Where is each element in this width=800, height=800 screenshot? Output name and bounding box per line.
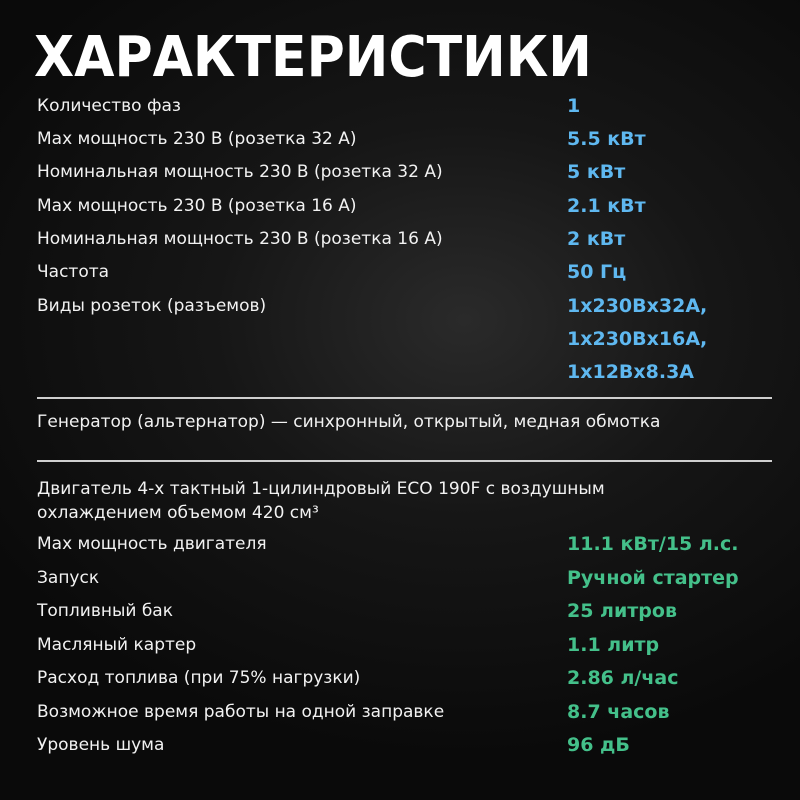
spec-row-fuel-tank <box>37 595 777 628</box>
spec-row-noise <box>37 729 777 762</box>
spec-row-start <box>37 562 777 595</box>
spec-row-sockets <box>37 290 777 390</box>
spec-value: 50 Гц <box>567 261 627 283</box>
spec-value: 5 кВт <box>567 161 626 183</box>
spec-label: Запуск <box>37 568 100 588</box>
spec-label: Виды розеток (разъемов) <box>37 296 267 316</box>
spec-row-nominal-power-16a <box>37 223 777 256</box>
spec-value: 11.1 кВт/15 л.с. <box>567 533 739 555</box>
socket-value: 1x12Вx8.3А <box>567 361 695 383</box>
spec-row-max-power-16a <box>37 190 777 223</box>
spec-row-runtime <box>37 696 777 729</box>
spec-label: Масляный картер <box>37 635 197 655</box>
spec-label: Max мощность 230 В (розетка 32 А) <box>37 129 357 149</box>
spec-row-frequency <box>37 256 777 289</box>
spec-label: Номинальная мощность 230 В (розетка 32 А) <box>37 162 443 182</box>
socket-value: 1x230Вx16А, <box>567 328 708 350</box>
spec-value: 8.7 часов <box>567 701 670 723</box>
spec-label: Количество фаз <box>37 96 181 116</box>
spec-row-oil-sump <box>37 629 777 662</box>
spec-label: Уровень шума <box>37 735 165 755</box>
spec-label: Номинальная мощность 230 В (розетка 16 А) <box>37 229 443 249</box>
spec-row-fuel-consumption <box>37 662 777 695</box>
section-divider <box>37 397 772 399</box>
spec-label: Топливный бак <box>37 601 173 621</box>
spec-value: 96 дБ <box>567 734 630 756</box>
section-divider <box>37 460 772 462</box>
spec-label: Max мощность 230 В (розетка 16 А) <box>37 196 357 216</box>
page-title: ХАРАКТЕРИСТИКИ <box>34 25 592 90</box>
spec-label: Частота <box>37 262 110 282</box>
engine-description-line1: Двигатель 4-х тактный 1-цилиндровый ECO 190F с воздушным <box>37 479 605 499</box>
spec-value: 25 литров <box>567 600 677 622</box>
spec-row-engine-power <box>37 528 777 561</box>
spec-value: 2 кВт <box>567 228 626 250</box>
spec-row-phases <box>37 90 777 123</box>
spec-label: Возможное время работы на одной заправке <box>37 702 445 722</box>
spec-value: 2.86 л/час <box>567 667 679 689</box>
spec-row-max-power-32a <box>37 123 777 156</box>
spec-value: 1.1 литр <box>567 634 660 656</box>
spec-row-nominal-power-32a <box>37 156 777 189</box>
spec-value: 2.1 кВт <box>567 195 646 217</box>
socket-value: 1x230Вx32А, <box>567 295 708 317</box>
spec-label: Max мощность двигателя <box>37 534 267 554</box>
generator-description: Генератор (альтернатор) — синхронный, открытый, медная обмотка <box>37 412 661 432</box>
engine-description-line2: охлаждением объемом 420 см³ <box>37 503 319 523</box>
spec-value: Ручной стартер <box>567 567 739 589</box>
spec-label: Расход топлива (при 75% нагрузки) <box>37 668 361 688</box>
spec-value: 1 <box>567 95 581 117</box>
spec-value: 5.5 кВт <box>567 128 646 150</box>
spec-value-list <box>567 290 707 389</box>
